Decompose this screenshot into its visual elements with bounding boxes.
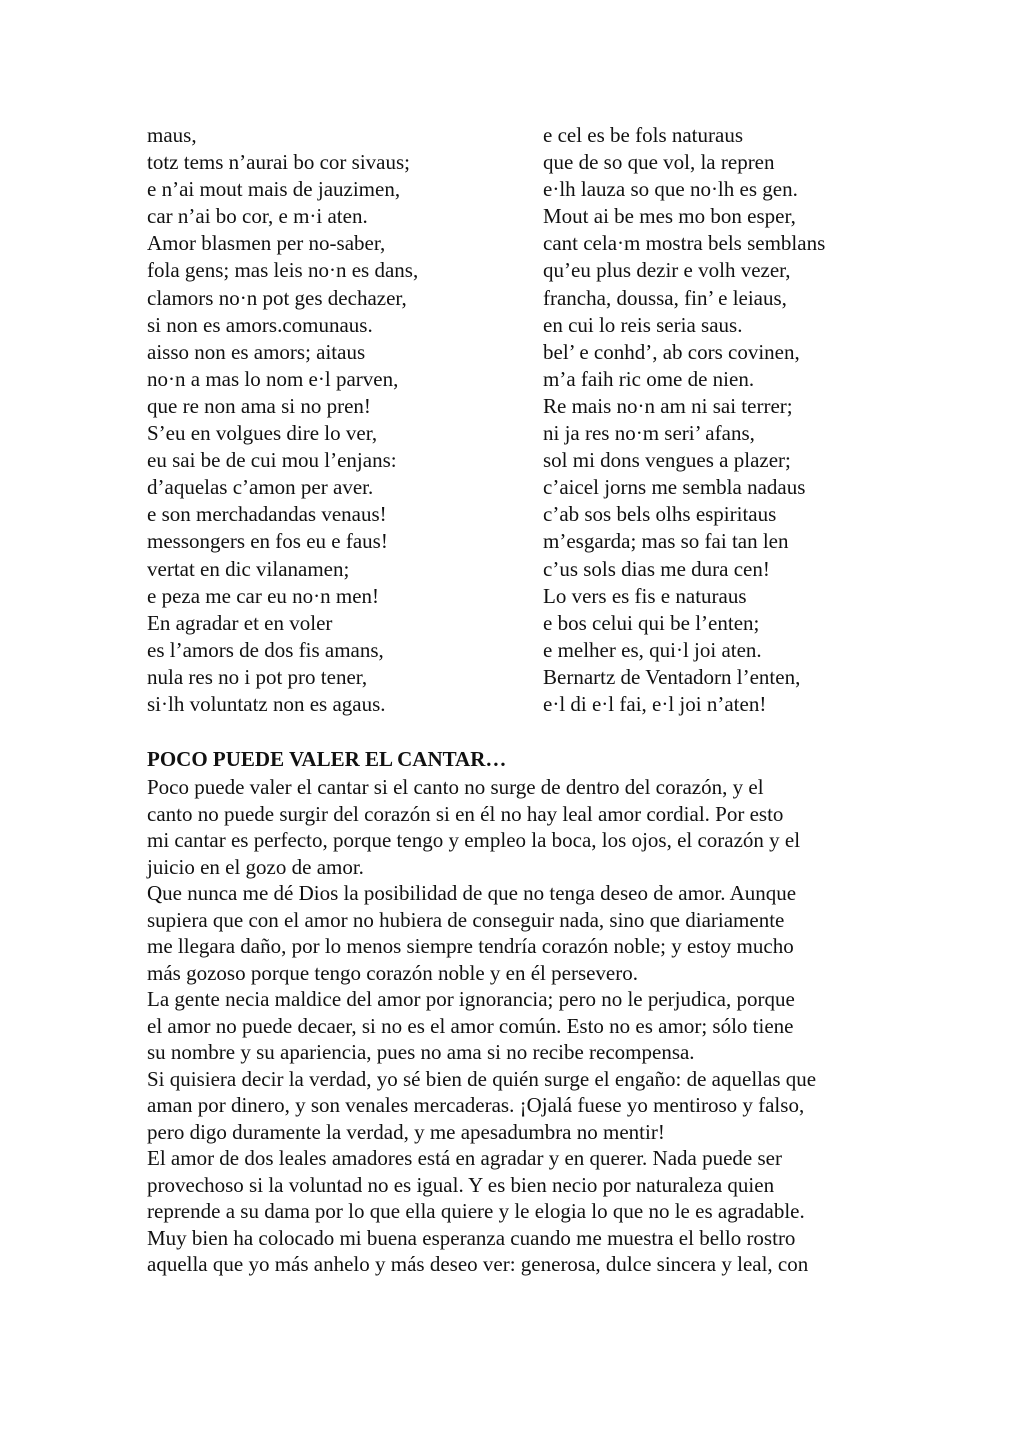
translation-paragraphs — [147, 774, 887, 1278]
verse-line: Amor blasmen per no-saber, — [147, 231, 386, 256]
verse-line: fola gens; mas leis no·n es dans, — [147, 258, 419, 283]
prose-line: aquella que yo más anhelo y más deseo ver: generosa, dulce sincera y leal, con — [147, 1252, 809, 1276]
verse-line: S’eu en volgues dire lo ver, — [147, 421, 378, 446]
prose-line: provechoso si la voluntad no es igual. Y es bien necio por naturaleza quien — [147, 1172, 775, 1197]
verse-column-original-left — [147, 122, 418, 718]
verse-line: Lo vers es fis e naturaus — [543, 583, 747, 608]
verse-line: e peza me car eu no·n men! — [147, 583, 380, 608]
verse-line: c’us sols dias me dura cen! — [543, 556, 770, 581]
prose-line: su nombre y su apariencia, pues no ama si no recibe recompensa. — [147, 1040, 695, 1064]
verse-line: ni ja res no·m seri’ afans, — [543, 421, 755, 446]
prose-line: me llegara daño, por lo menos siempre tendría corazón noble; y estoy mucho — [147, 934, 794, 958]
verse-line: m’esgarda; mas so fai tan len — [543, 529, 789, 554]
verse-line: Bernartz de Ventadorn l’enten, — [543, 664, 801, 689]
prose-line: aman por dinero, y son venales mercaderas. ¡Ojalá fuese yo mentiroso y falso, — [147, 1093, 805, 1117]
verse-line: cant cela·m mostra bels semblans — [543, 231, 826, 256]
verse-line: Mout ai be mes mo bon esper, — [543, 204, 796, 229]
verse-line: bel’ e conhd’, ab cors covinen, — [543, 339, 800, 364]
verse-line: e son merchadandas venaus! — [147, 502, 387, 527]
prose-line: pero digo duramente la verdad, y me apesadumbra no mentir! — [147, 1119, 665, 1144]
verse-line: e cel es be fols naturaus — [543, 123, 744, 147]
verse-line: si·lh voluntatz non es agaus. — [147, 691, 386, 716]
prose-line: Poco puede valer el cantar si el canto no surge de dentro del corazón, y el — [147, 775, 764, 799]
verse-line: en cui lo reis seria saus. — [543, 312, 743, 337]
verse-line: m’a faih ric ome de nien. — [543, 366, 755, 391]
verse-line: totz tems n’aurai bo cor sivaus; — [147, 150, 411, 175]
verse-line: e melher es, qui·l joi aten. — [543, 637, 762, 662]
verse-line: aisso non es amors; aitaus — [147, 339, 366, 364]
verse-line: es l’amors de dos fis amans, — [147, 637, 384, 662]
section-heading: POCO PUEDE VALER EL CANTAR… — [147, 747, 507, 771]
prose-line: mi cantar es perfecto, porque tengo y empleo la boca, los ojos, el corazón y el — [147, 828, 801, 852]
verse-line: clamors no·n pot ges dechazer, — [147, 285, 407, 310]
verse-line: qu’eu plus dezir e volh vezer, — [543, 258, 791, 283]
verse-line: e n’ai mout mais de jauzimen, — [147, 177, 401, 202]
verse-line: En agradar et en voler — [147, 610, 333, 635]
verse-line: no·n a mas lo nom e·l parven, — [147, 366, 399, 391]
prose-line: El amor de dos leales amadores está en agradar y en querer. Nada puede ser — [147, 1146, 782, 1170]
verse-line: vertat en dic vilanamen; — [147, 556, 350, 581]
verse-column-original-right — [543, 122, 825, 718]
verse-line: d’aquelas c’amon per aver. — [147, 475, 374, 500]
prose-line: juicio en el gozo de amor. — [147, 854, 364, 879]
prose-line: más gozoso porque tengo corazón noble y en él persevero. — [147, 960, 638, 985]
verse-line: e·lh lauza so que no·lh es gen. — [543, 177, 798, 202]
verse-line: sol mi dons vengues a plazer; — [543, 448, 791, 473]
verse-line: c’aicel jorns me sembla nadaus — [543, 475, 806, 500]
verse-line: si non es amors.comunaus. — [147, 312, 373, 337]
prose-line: canto no puede surgir del corazón si en él no hay leal amor cordial. Por esto — [147, 801, 784, 826]
prose-line: supiera que con el amor no hubiera de conseguir nada, sino que diariamente — [147, 907, 785, 932]
prose-line: reprende a su dama por lo que ella quiere y le elogia lo que no le es agradable. — [147, 1199, 805, 1223]
prose-line: Muy bien ha colocado mi buena esperanza cuando me muestra el bello rostro — [147, 1225, 796, 1250]
verse-line: messongers en fos eu e faus! — [147, 529, 388, 554]
verse-line: Re mais no·n am ni sai terrer; — [543, 393, 793, 418]
verse-line: que re non ama si no pren! — [147, 393, 371, 418]
prose-line: Que nunca me dé Dios la posibilidad de que no tenga deseo de amor. Aunque — [147, 881, 797, 905]
verse-line: nula res no i pot pro tener, — [147, 664, 368, 689]
verse-line: car n’ai bo cor, e m·i aten. — [147, 204, 368, 229]
prose-line: el amor no puede decaer, si no es el amor común. Esto no es amor; sólo tiene — [147, 1013, 794, 1038]
prose-line: La gente necia maldice del amor por ignorancia; pero no le perjudica, porque — [147, 987, 795, 1011]
verse-line: francha, doussa, fin’ e leiaus, — [543, 285, 787, 310]
verse-line: e bos celui qui be l’enten; — [543, 610, 760, 635]
verse-line: e·l di e·l fai, e·l joi n’aten! — [543, 691, 767, 716]
verse-line: eu sai be de cui mou l’enjans: — [147, 448, 397, 473]
prose-line: Si quisiera decir la verdad, yo sé bien de quién surge el engaño: de aquellas que — [147, 1066, 817, 1091]
verse-line: c’ab sos bels olhs espiritaus — [543, 502, 777, 527]
verse-line: que de so que vol, la repren — [543, 150, 775, 175]
verse-line: maus, — [147, 123, 197, 147]
